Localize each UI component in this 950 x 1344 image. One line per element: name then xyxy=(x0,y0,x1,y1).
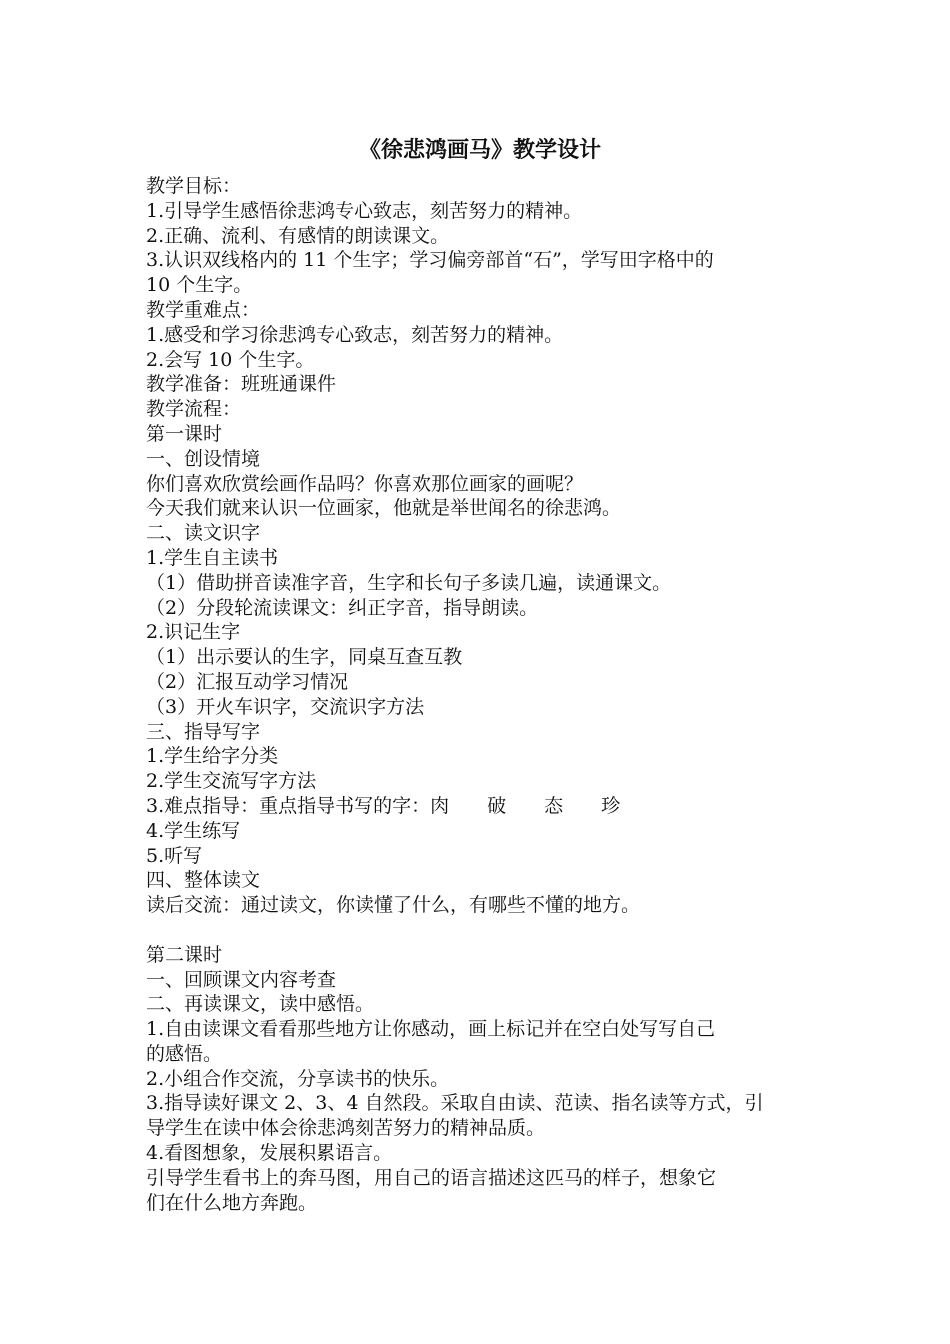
blank-line xyxy=(146,918,810,943)
document-body xyxy=(146,174,810,1215)
body-line: 们在什么地方奔跑。 xyxy=(146,1191,318,1214)
body-line: 导学生在读中体会徐悲鸿刻苦努力的精神品质。 xyxy=(146,1117,546,1140)
body-line: 一、创设情境 xyxy=(146,447,261,470)
body-line: 1.自由读课文看看那些地方让你感动，画上标记并在空白处写写自己 xyxy=(146,1018,716,1041)
body-line: 你们喜欢欣赏绘画作品吗？你喜欢那位画家的画呢？ xyxy=(146,472,584,495)
body-line: （2）分段轮流读课文：纠正字音，指导朗读。 xyxy=(146,596,539,619)
body-line: 4.学生练写 xyxy=(146,819,241,842)
body-line: 二、再读课文，读中感悟。 xyxy=(146,993,375,1016)
body-line: 2.会写 10 个生字。 xyxy=(146,348,315,371)
body-line: 10 个生字。 xyxy=(146,274,253,297)
document-title: 《徐悲鸿画马》教学设计 xyxy=(358,137,601,163)
body-line: 二、读文识字 xyxy=(146,522,261,545)
body-line: （2）汇报互动学习情况 xyxy=(146,670,349,693)
body-line: 1.感受和学习徐悲鸿专心致志，刻苦努力的精神。 xyxy=(146,323,564,346)
body-line: 1.学生自主读书 xyxy=(146,546,279,569)
body-line: 2.识记生字 xyxy=(146,621,241,644)
body-line: （1）出示要认的生字，同桌互查互教 xyxy=(146,646,463,669)
body-line: （3）开火车识字，交流识字方法 xyxy=(146,695,425,718)
body-line: 教学重难点： xyxy=(146,298,261,321)
body-line: 4.看图想象，发展积累语言。 xyxy=(146,1142,393,1165)
body-line: （1）借助拼音读准字音，生字和长句子多读几遍，读通课文。 xyxy=(146,571,672,594)
body-line: 读后交流：通过读文，你读懂了什么，有哪些不懂的地方。 xyxy=(146,894,641,917)
body-line: 的感悟。 xyxy=(146,1042,223,1065)
body-line: 一、回顾课文内容考查 xyxy=(146,968,337,991)
body-line: 1.学生给字分类 xyxy=(146,745,279,768)
body-line: 3.难点指导：重点指导书写的字：肉 破 态 珍 xyxy=(146,794,621,817)
body-line: 教学流程： xyxy=(146,398,242,421)
body-line: 四、整体读文 xyxy=(146,869,261,892)
body-line: 2.小组合作交流，分享读书的快乐。 xyxy=(146,1067,450,1090)
body-line: 三、指导写字 xyxy=(146,720,261,743)
body-line: 1.引导学生感悟徐悲鸿专心致志，刻苦努力的精神。 xyxy=(146,199,583,222)
body-line: 教学准备：班班通课件 xyxy=(146,373,337,396)
body-line: 2.正确、流利、有感情的朗读课文。 xyxy=(146,224,450,247)
body-line: 3.认识双线格内的 11 个生字；学习偏旁部首“石”，学写田字格中的 xyxy=(146,249,714,272)
body-line: 教学目标： xyxy=(146,175,242,197)
body-line: 今天我们就来认识一位画家，他就是举世闻名的徐悲鸿。 xyxy=(146,497,622,520)
body-line: 3.指导读好课文 2、3、4 自然段。采取自由读、范读、指名读等方式，引 xyxy=(146,1092,764,1115)
body-line: 引导学生看书上的奔马图，用自己的语言描述这匹马的样子，想象它 xyxy=(146,1166,717,1189)
body-line: 第一课时 xyxy=(146,422,223,445)
document-page xyxy=(146,134,810,1215)
body-line: 2.学生交流写字方法 xyxy=(146,770,317,793)
body-line: 第二课时 xyxy=(146,943,223,966)
body-line: 5.听写 xyxy=(146,844,203,867)
